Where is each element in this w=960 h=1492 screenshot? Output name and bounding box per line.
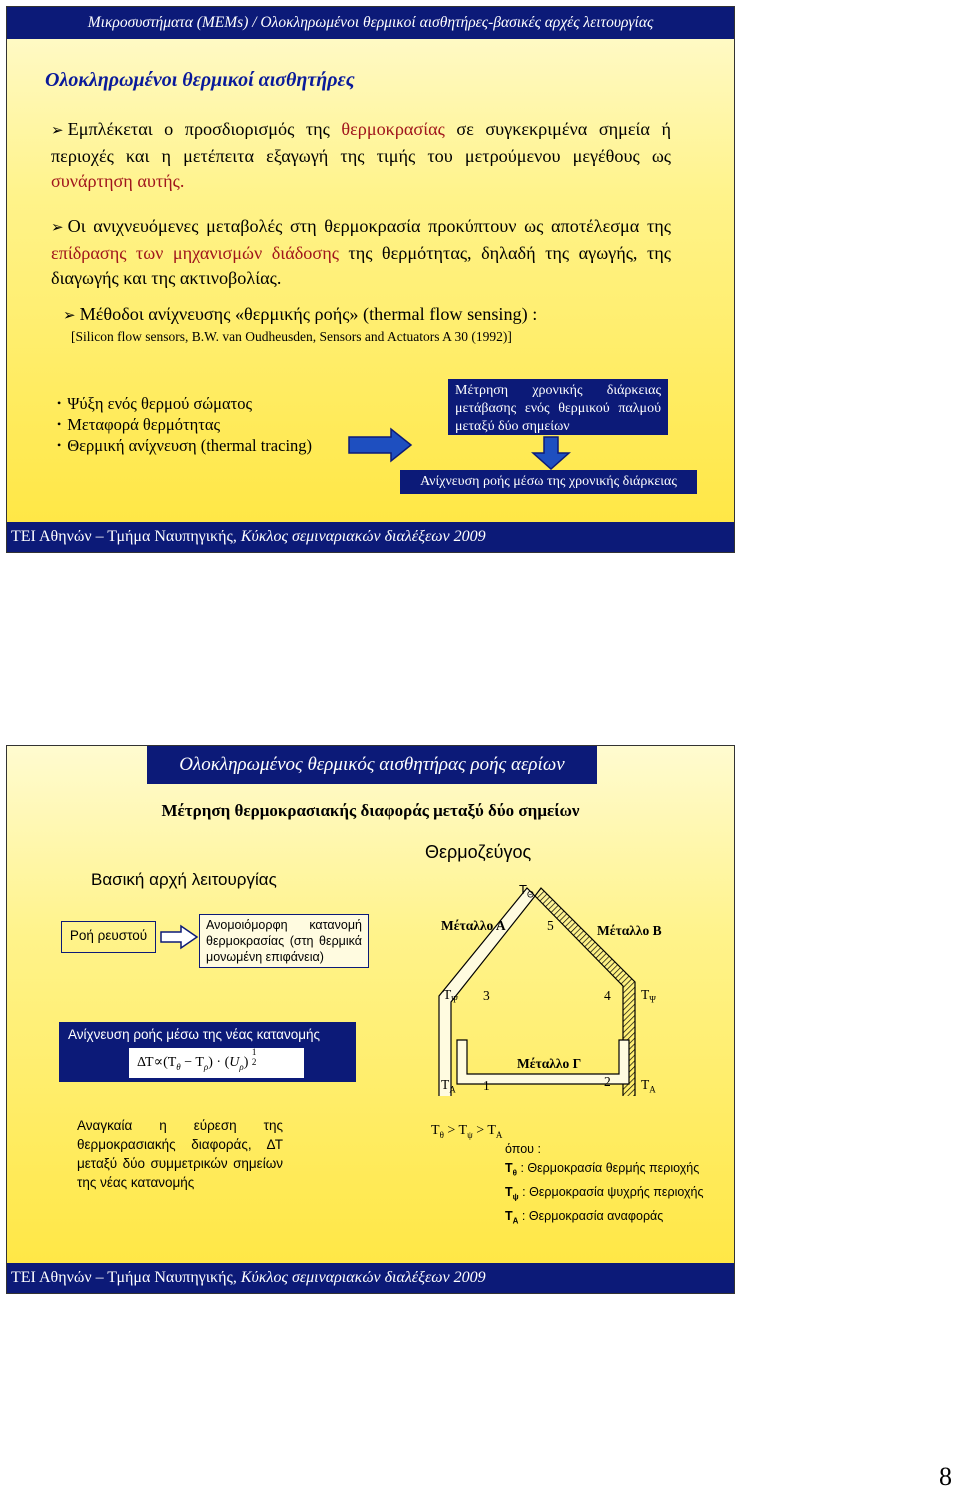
t-theta-label: $T_\Theta$	[519, 882, 534, 900]
check-arrow-icon: ➢	[63, 308, 76, 324]
measurement-box: Μέτρηση χρονικής διάρκειας μετάβασης ενός θερμικού παλμού μεταξύ δύο σημείων	[448, 379, 668, 435]
definition-item: $T_A$ : Θερμοκρασία αναφοράς	[505, 1209, 664, 1226]
slide-1-title: Ολοκληρωμένοι θερμικοί αισθητήρες	[45, 69, 355, 91]
list-item: • Μεταφορά θερμότητας	[57, 414, 312, 435]
method-list	[57, 393, 312, 456]
junction-1: 1	[483, 1078, 490, 1093]
metal-b-label: Μέταλλο Β	[597, 923, 662, 938]
definition-item: $T_\psi$ : Θερμοκρασία ψυχρής περιοχής	[505, 1185, 704, 1202]
slide-1-header: Μικροσυστήματα (MEMs) / Ολοκληρωμένοι θερμικοί αισθητήρες-βασικές αρχές λειτουργίας	[7, 7, 734, 39]
where-label: όπου :	[505, 1142, 541, 1156]
basic-principle-label: Βασική αρχή λειτουργίας	[91, 870, 277, 889]
junction-5: 5	[547, 918, 554, 933]
thermocouple-title: Θερμοζεύγος	[425, 842, 532, 862]
t-psi-right: $T_\Psi$	[641, 987, 656, 1005]
slide-2-header: Ολοκληρωμένος θερμικός αισθητήρας ροής αερίων	[147, 746, 597, 784]
metal-a-label: Μέταλλο Α	[441, 918, 506, 933]
detection-box: Ανίχνευση ροής μέσω της χρονικής διάρκειας	[400, 470, 697, 494]
nonuniform-distribution-box: Ανομοιόμορφη κατανομή θερμοκρασίας (στη θερμικά μονωμένη επιφάνεια)	[199, 914, 369, 968]
check-arrow-icon: ➢	[51, 220, 64, 236]
slide-2-footer: ΤΕΙ Αθηνών – Τμήμα Ναυπηγικής, Κύκλος σεμιναριακών διαλέξεων 2009	[7, 1263, 734, 1293]
junction-4: 4	[604, 988, 611, 1003]
t-a-right: $T_A$	[641, 1077, 656, 1095]
slide-2-subtitle: Μέτρηση θερμοκρασιακής διαφοράς μεταξύ δύο σημείων	[161, 801, 580, 820]
reference: [Silicon flow sensors, B.W. van Oudheusden, Sensors and Actuators A 30 (1992)]	[71, 329, 512, 344]
temperature-relation: $T_\theta > T_\psi > T_A$	[431, 1123, 503, 1140]
check-arrow-icon: ➢	[51, 123, 64, 139]
junction-3: 3	[483, 988, 490, 1003]
definitions	[505, 1159, 704, 1231]
slide-2	[6, 745, 735, 1294]
bullet-3: ➢ Μέθοδοι ανίχνευσης «θερμικής ροής» (thermal flow sensing) :	[63, 304, 538, 324]
detection-label: Ανίχνευση ροής μέσω της νέας κατανομής	[68, 1027, 321, 1042]
junction-2: 2	[604, 1074, 611, 1089]
metal-g-label: Μέταλλο Γ	[517, 1056, 582, 1071]
page-number: 8	[939, 1462, 952, 1491]
detection-box	[59, 1022, 356, 1082]
bullet-1: ➢ Εμπλέκεται ο προσδιορισμός της θερμοκρασίας σε συγκεκριμένα σημεία ή περιοχές και η μετέπειτα εξαγωγή της τιμής του μετρούμενου μεγέθους ως συνάρτηση αυτής.	[51, 119, 671, 191]
t-a-left: $T_A$	[441, 1077, 456, 1095]
right-arrow-icon	[159, 924, 201, 950]
formula: $\Delta T\propto(T_\theta - T_\rho) \cdot (U_\rho)$ 1 2	[129, 1048, 304, 1078]
right-arrow-icon	[347, 425, 417, 465]
list-item: • Ψύξη ενός θερμού σώματος	[57, 393, 312, 414]
definition-item: $T_\theta$ : Θερμοκρασία θερμής περιοχής	[505, 1161, 700, 1178]
t-psi-left: $T_\Psi$	[443, 987, 458, 1005]
fluid-flow-box: Ροή ρευστού	[61, 921, 156, 953]
slide-1-footer: ΤΕΙ Αθηνών – Τμήμα Ναυπηγικής, Κύκλος σεμιναριακών διαλέξεων 2009	[7, 522, 734, 552]
down-arrow-icon	[527, 435, 577, 471]
list-item: • Θερμική ανίχνευση (thermal tracing)	[57, 435, 312, 456]
bullet-2: ➢ Οι ανιχνευόμενες μεταβολές στη θερμοκρασία προκύπτουν ως αποτέλεσμα της επίδρασης των μηχανισμών διάδοσης της θερμότητας, δηλαδή της αγωγής, της διαγωγής και της ακτινοβολίας.	[51, 216, 671, 288]
slide-1	[6, 6, 735, 553]
necessary-text: Αναγκαία η εύρεση της θερμοκρασιακής διαφοράς, ΔΤ μεταξύ δύο συμμετρικών σημείων της νέας κατανομής	[77, 1118, 283, 1190]
